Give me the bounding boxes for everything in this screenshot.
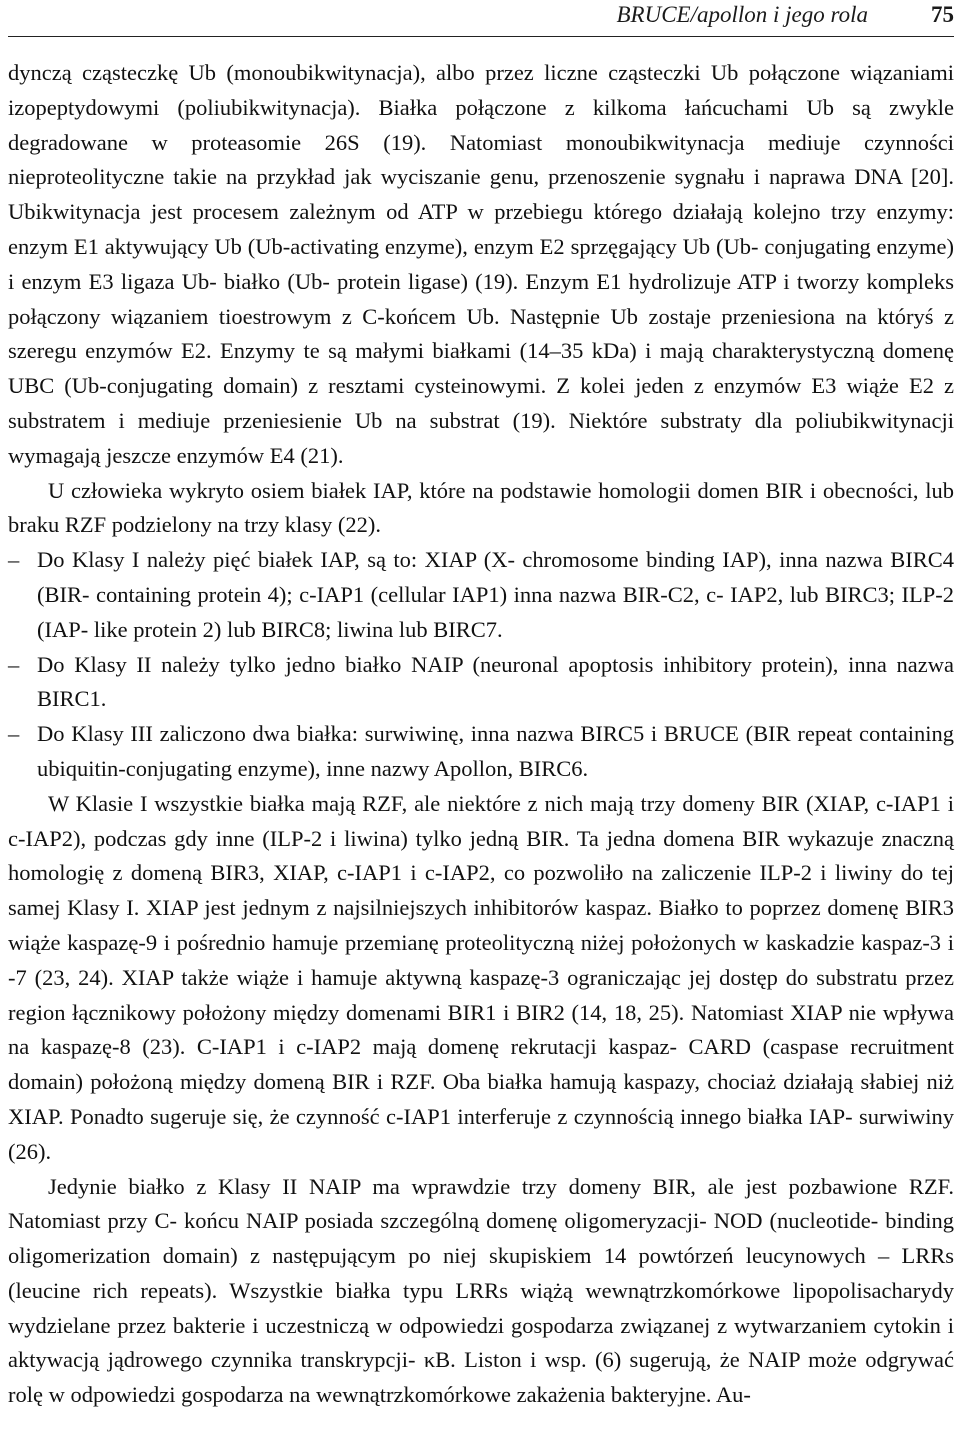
document-page [8,0,954,1413]
dash-bullet: – [8,721,20,747]
list-item [8,543,954,647]
iap-class-list [8,543,954,787]
page-number: 75 [931,2,954,27]
running-header-title: BRUCE/apollon i jego rola [616,2,868,27]
list-item-text: Do Klasy III zaliczono dwa białka: surwiwinę, inna nazwa BIRC5 i BRUCE (BIR repeat containing ubiquitin-conjugating enzyme), inne nazwy Apollon, BIRC6. [37,721,954,781]
list-item-text: Do Klasy II należy tylko jedno białko NAIP (neuronal apoptosis inhibitory protein), inna nazwa BIRC1. [37,651,954,712]
running-header [8,0,954,37]
list-item-text: Do Klasy I należy pięć białek IAP, są to: XIAP (X- chromosome binding IAP), inna nazwa BIRC4 (BIR- containing protein 4); c-IAP1 (cellular IAP1) inna nazwa BIR-C2, c- IAP2, lub BIRC3; ILP-2 (IAP- like protein 2) lub BIRC8; liwina lub BIRC7. [37,547,954,642]
paragraph-class-one: W Klasie I wszystkie białka mają RZF, ale niektóre z nich mają trzy domeny BIR (XIAP, c-IAP1 i c-IAP2), podczas gdy inne (ILP-2 i liwina) tylko jedną BIR. Ta jedna domena BIR wykazuje znaczną homologię z domeną BIR3, XIAP, c-IAP1 i c-IAP2, co pozwoliło na zaliczenie ILP-2 i liwiny do tej samej Klasy I. XIAP jest jednym z najsilniejszych inhibitorów kaspaz. Białko to poprzez domenę BIR3 wiąże kaspazę-9 i pośrednio hamuje przemianę proteolityczną niżej położonych w kaskadzie kaspaz-3 i -7 (23, 24). XIAP także wiąże i hamuje aktywną kaspazę-3 ograniczając jej dostęp do substratu przez region łącznikowy położony między domenami BIR1 i BIR2 (14, 18, 25). Natomiast XIAP nie wpływa na kaspazę-8 (23). C-IAP1 i c-IAP2 mają domenę rekrutacji kaspaz- CARD (caspase recruitment domain) położoną między domeną BIR i RZF. Oba białka hamują kaspazy, chociaż działają słabiej niż XIAP. Ponadto sugeruje się, że czynność c-IAP1 interferuje z czynnością innego białka IAP- surwiwiny (26). [8,790,954,1164]
dash-bullet: – [8,547,20,573]
paragraph-class-two-naip: Jedynie białko z Klasy II NAIP ma wprawdzie trzy domeny BIR, ale jest pozbawione RZF. Natomiast przy C- końcu NAIP posiada szczególną domenę oligomeryzacji- NOD (nucleotide- binding oligomerization domain) z następującym po niej skupiskiem 14 powtórzeń leucynowych – LRRs (leucine rich repeats). Wszystkie białka typu LRRs wiążą wewnątrzkomórkowe lipopolisacharydy wydzielane przez bakterie i uczestniczą w odpowiedzi gospodarza związanej z wytwarzaniem cytokin i aktywacją jądrowego czynnika transkrypcji- κB. Liston i wsp. (6) sugerują, że NAIP może odgrywać rolę w odpowiedzi gospodarza na wewnątrzkomórkowe zakażenia bakteryjne. Au- [8,1173,954,1408]
body-text [8,56,954,1413]
paragraph-iap-classes-intro: U człowieka wykryto osiem białek IAP, które na podstawie homologii domen BIR i obecności, lub braku RZF podzielony na trzy klasy (22). [8,477,954,538]
list-item [8,648,954,718]
dash-bullet: – [8,651,20,677]
list-item [8,717,954,787]
paragraph-ubiquitination: dynczą cząsteczkę Ub (monoubikwitynacja), albo przez liczne cząsteczki Ub połączone wiązaniami izopeptydowymi (poliubikwitynacja). Białka połączone z kilkoma łańcuchami Ub są zwykle degradowane w proteasomie 26S (19). Natomiast monoubikwitynacja mediuje czynności nieproteolityczne takie na przykład jak wyciszanie genu, przenoszenie sygnału i naprawa DNA [20]. Ubikwitynacja jest procesem zależnym od ATP w przebiegu którego działają kolejno trzy enzymy: enzym E1 aktywujący Ub (Ub-activating enzyme), enzym E2 sprzęgający Ub (Ub- conjugating enzyme) i enzym E3 ligaza Ub- białko (Ub- protein ligase) (19). Enzym E1 hydrolizuje ATP i tworzy kompleks połączony wiązaniem tioestrowym z C-końcem Ub. Następnie Ub zostaje przeniesiona na któryś z szeregu enzymów E2. Enzymy te są małymi białkami (14–35 kDa) i mają charakterystyczną domenę UBC (Ub-conjugating domain) z resztami cysteinowymi. Z kolei jeden z enzymów E3 wiąże E2 z substratem i mediuje przeniesienie Ub na substrat (19). Niektóre substraty dla poliubikwitynacji wymagają jeszcze enzymów E4 (21). [8,60,954,468]
